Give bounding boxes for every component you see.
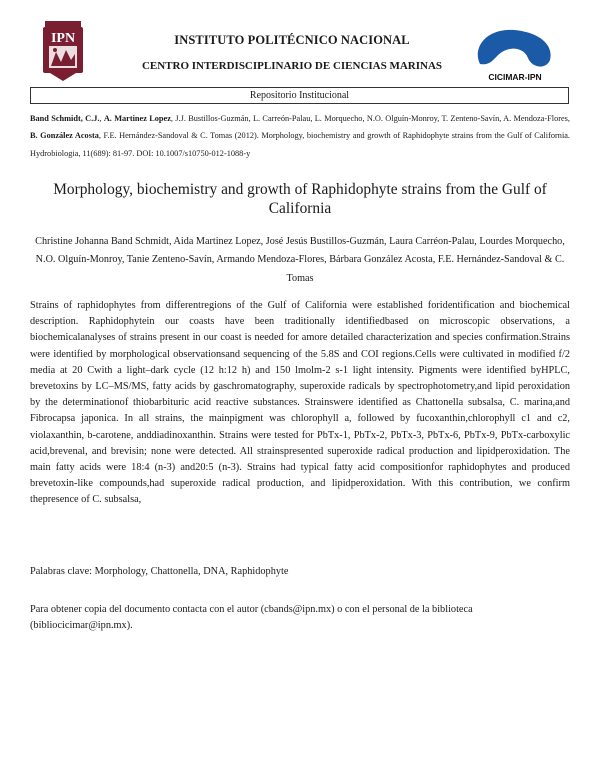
paper-title: Morphology, biochemistry and growth of Raphidophyte strains from the Gulf of California	[53, 181, 547, 217]
citation-rest: , F.E. Hernández-Sandoval & C. Tomas (2012). Morphology, biochemistry and growth of Raphidophyte strains from the Gulf of California. Hydrobiologia, 11(689): 81-97. DOI: 10.1007/s10750-012-1088-y	[30, 131, 571, 158]
citation-author-2: A. Martinez Lopez	[103, 114, 171, 123]
contact-note: Para obtener copia del documento contacta con el autor (cbands@ipn.mx) o con el personal de la biblioteca (bibliocicimar@ipn.mx).	[30, 604, 473, 632]
institution-title: INSTITUTO POLITÉCNICO NACIONAL	[174, 33, 410, 47]
citation	[30, 110, 570, 162]
citation-middle: , J.J. Bustillos-Guzmán, L. Carreón-Palau, L. Morquecho, N.O. Olguín-Monroy, T. Zenteno-Savín, A. Mendoza-Flores,	[170, 114, 570, 123]
citation-author-3: B. González Acosta	[30, 131, 99, 141]
keywords: Palabras clave: Morphology, Chattonella, DNA, Raphidophyte	[30, 566, 289, 577]
repository-banner: Repositorio Institucional	[30, 87, 569, 104]
svg-text:IPN: IPN	[50, 31, 76, 46]
paper-authors: Christine Johanna Band Schmidt, Aida Martinez Lopez, José Jesús Bustillos-Guzmán, Laura Carréon-Palau, Lourdes Morquecho, N.O. Olguín-Monroy, Tanie Zenteno-Savín, Armando Mendoza-Flores, Bárbara González Acosta, F.E. Hernández-Sandoval & C. Tomas	[35, 236, 565, 284]
center-title: CENTRO INTERDISCIPLINARIO DE CIENCIAS MARINAS	[141, 60, 443, 72]
svg-text:CICIMAR-IPN: CICIMAR-IPN	[488, 72, 542, 82]
abstract: Strains of raphidophytes from differentregions of the Gulf of California were established foridentification and biochemical description. Raphidophytein our coasts have been traditionally identifiedbased on microscopic observations, a biochemicalanalyses of strains present in our coast is needed for amore detailed characterization and species confirmation.Strains were identified by morphological observationsand sequencing of the 5.8S and COI regions.Cells were cultivated in modified f/2 media at 20 Cwith a light–dark cycle (12 h:12 h) and 150 lmolm-2 s-1 light intensity. Pigments were identified byHPLC, brevetoxins by LC–MS/MS, fatty acids by gaschromatography, superoxide radicals by spectrophotometry,and lipid peroxidation by the determinationof thiobarbituric acid reactive substances. Strainswere identified as Chattonella subsalsa, C. marina,and Fibrocapsa japonica. In all strains, the mainpigment was chlorophyll a, followed by fucoxanthin,chlorophyll c1 and c2, violaxanthin, b-carotene, anddiadinoxanthin. Strains were tested for PbTx-1, PbTx-2, PbTx-3, PbTx-6, PbTx-9, PbTx-carboxylic acid,brevenal, and brevisin; none were detected. All strainspresented superoxide radical production and lipidperoxidation. The main fatty acids were 18:4 (n-3) and20:5 (n-3). Strains had typical fatty acid compositionfor raphidophytes and produced brevetoxin-like compounds,had superoxide radical production, and lipidperoxidation. With this contribution, we confirm thepresence of C. subsalsa,	[30, 300, 570, 506]
citation-author-1: Band Schmidt, C.J.	[30, 114, 100, 123]
cicimar-logo	[466, 24, 564, 84]
ipn-logo	[42, 20, 84, 82]
citation-separator: ,	[99, 114, 104, 123]
